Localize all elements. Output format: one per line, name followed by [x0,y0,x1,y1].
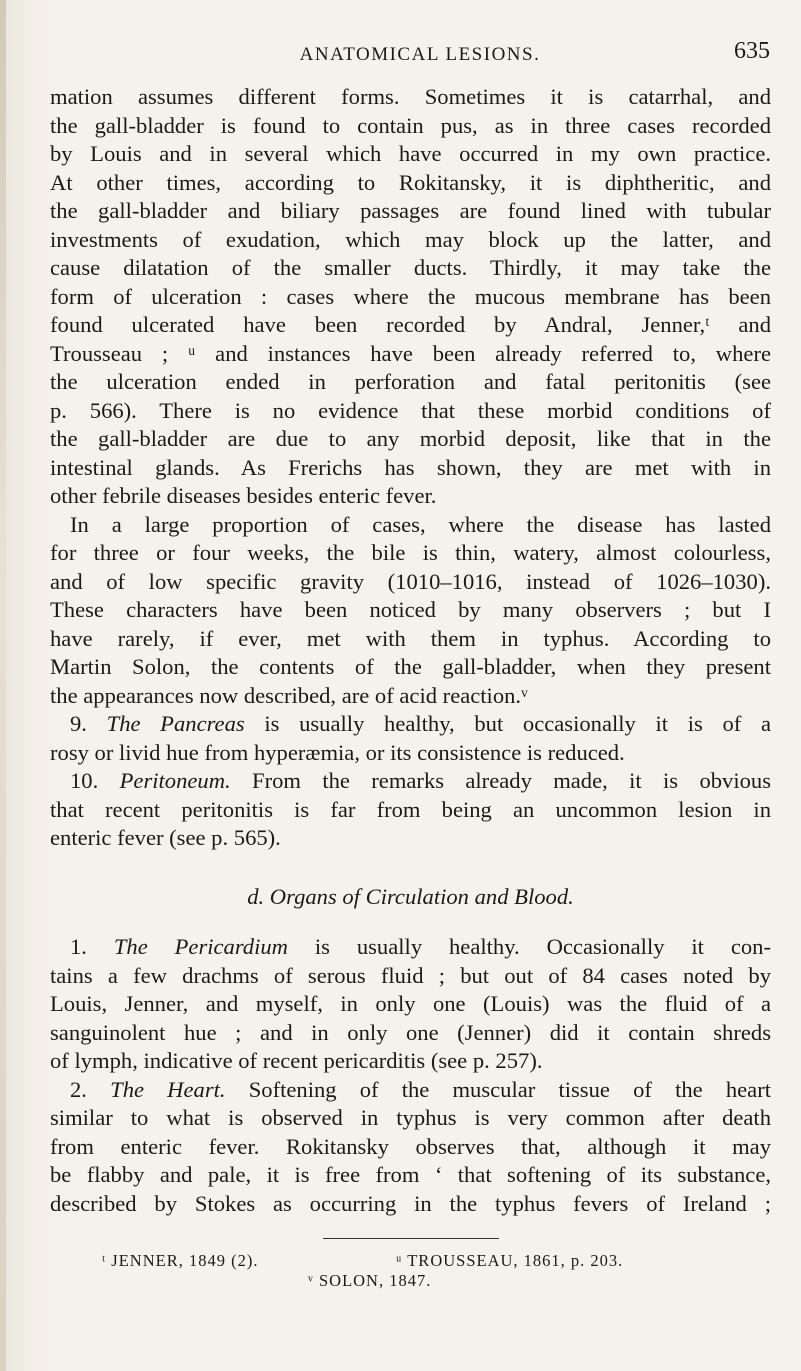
item-text: Softening of the muscular tissue of the heart [225,1076,771,1102]
text-line: that recent peritonitis is far from being an uncommon lesion in [50,796,771,822]
item-title: The Pericardium [113,934,288,959]
text-line: sanguinolent hue ; and in only one (Jenner) did it contain shreds [50,1019,771,1045]
item-pericardium [50,933,771,962]
text-line: by Louis and in several which have occurred in my own practice. [50,141,771,166]
text-line: the gall-bladder is found to contain pus, as in three cases recorded [50,112,771,138]
text-line: and of low specific gravity (1010–1016, instead of 1026–1030). [50,568,771,594]
item-number: 1. [70,934,87,959]
text-line: Louis, Jenner, and myself, in only one (Louis) was the fluid of a [50,991,771,1016]
section-heading: d. Organs of Circulation and Blood. [247,883,574,909]
running-head: ANATOMICAL LESIONS. [299,44,541,65]
item-text: is usually healthy, but occasionally it is of a [244,711,771,736]
text-line: have rarely, if ever, met with them in typhus. According to [50,625,771,651]
footnote-t: ᵗ JENNER, 1849 (2). [102,1251,259,1270]
item-heart [50,1076,771,1105]
text-line: Martin Solon, the contents of the gall-bladder, when they present [50,654,771,679]
item-title: The Pancreas [106,711,245,736]
text-line: cause dilatation of the smaller ducts. Thirdly, it may take the [50,255,771,280]
text-line: the appearances now described, are of acid reaction.ᵛ [50,682,528,708]
text-line: investments of exudation, which may block up the latter, and [50,226,771,252]
item-number: 9. [70,711,87,736]
text-line: p. 566). There is no evidence that these morbid conditions of [50,397,771,423]
page-number: 635 [734,38,770,64]
text-line: intestinal glands. As Frerichs has shown, they are met with in [50,454,771,480]
text-line: of lymph, indicative of recent pericarditis (see p. 257). [50,1048,543,1073]
item-text: From the remarks already made, it is obvious [230,768,771,793]
text-line: These characters have been noticed by many observers ; but I [50,597,771,622]
item-title: Peritoneum. [119,768,231,793]
text-line: Trousseau ; ᵘ and instances have been already referred to, where [50,340,771,366]
text-line: similar to what is observed in typhus is very common after death [50,1105,771,1130]
item-title: The Heart. [110,1076,226,1102]
item-number: 2. [70,1076,87,1102]
footnote-u: ᵘ TROUSSEAU, 1861, p. 203. [396,1251,624,1270]
text-line: form of ulceration : cases where the mucous membrane has been [50,283,771,309]
text-line: found ulcerated have been recorded by Andral, Jenner,ᵗ and [50,312,771,337]
text-line: from enteric fever. Rokitansky observes that, although it may [50,1133,771,1159]
text-line: the gall-bladder are due to any morbid deposit, like that in the [50,426,771,451]
text-line: for three or four weeks, the bile is thin, watery, almost colourless, [50,540,771,565]
text-line: rosy or livid hue from hyperæmia, or its consistence is reduced. [50,739,625,765]
item-peritoneum [50,767,771,796]
text-line: enteric fever (see p. 565). [50,825,281,850]
text-line: mation assumes different forms. Sometimes it is catarrhal, and [50,84,771,109]
text-line: the gall-bladder and biliary passages are found lined with tubular [50,198,771,223]
text-line: described by Stokes as occurring in the typhus fevers of Ireland ; [50,1190,771,1216]
page-header [70,38,770,74]
footnotes [50,1251,771,1291]
footnote-rule [323,1238,499,1239]
item-text: is usually healthy. Occasionally it con- [288,934,771,959]
text-line: be flabby and pale, it is free from ‘ that softening of its substance, [50,1162,771,1187]
text-line: At other times, according to Rokitansky, it is diphtheritic, and [50,169,771,195]
text-line: the ulceration ended in perforation and fatal peritonitis (see [50,369,771,394]
body-text [50,83,771,1291]
text-line: In a large proportion of cases, where the disease has lasted [70,511,771,537]
footnote-v: ᵛ SOLON, 1847. [308,1271,432,1290]
text-line: other febrile diseases besides enteric fever. [50,483,437,508]
text-line: tains a few drachms of serous fluid ; but out of 84 cases noted by [50,962,771,988]
binding-gutter [0,0,6,1371]
item-number: 10. [70,768,99,793]
item-pancreas [50,710,771,739]
